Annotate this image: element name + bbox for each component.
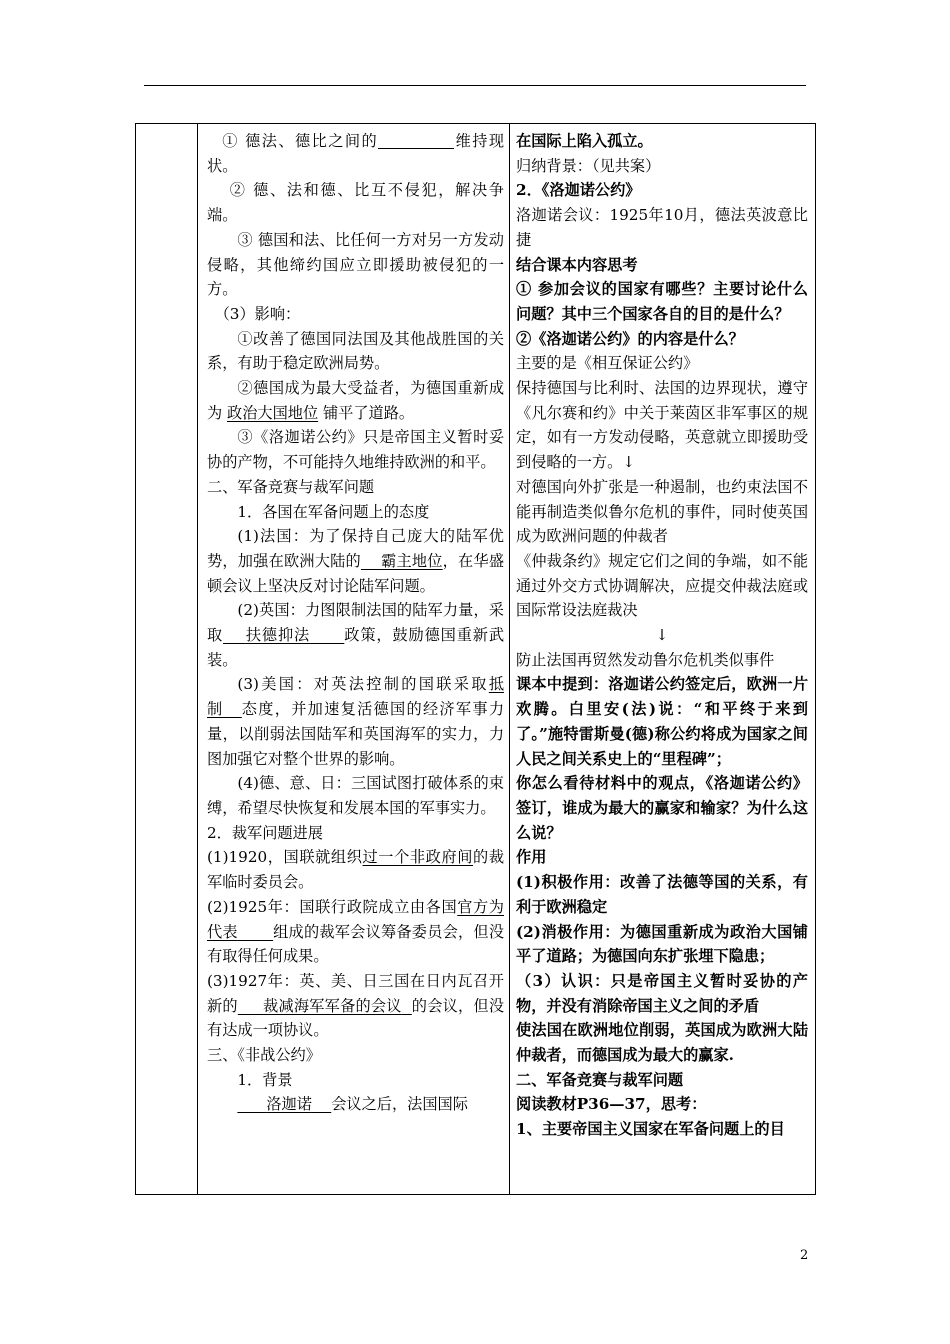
impact-item-3: ③《洛迦诺公约》只是帝国主义暂时妥协的产物，不可能持久地维持欧洲的和平。	[207, 428, 504, 472]
treaty-item-3: ③ 德国和法、比任何一方对另一方发动侵略，其他缔约国应立即援助被侵犯的一方。	[207, 230, 504, 299]
effect-summary: 使法国在欧洲地位削弱，英国成为欧洲大陆仲裁者，而德国成为最大的赢家.	[516, 1021, 808, 1065]
britain-item: (2)英国：力图限制法国的陆军力量，采取 扶德抑法 政策，鼓励德国重新武装。	[207, 601, 505, 669]
activity-heading-arms: 二、军备竞赛与裁军问题	[516, 1070, 684, 1089]
reading-task: 阅读教材P36—37，思考：	[516, 1095, 707, 1114]
progress-1920: (1)1920，国联就组织过一个非政府间的裁军临时委员会。	[207, 848, 505, 892]
impact-heading: （3）影响：	[214, 304, 301, 323]
treaty-item-1: ① 德法、德比之间的 维持现状。	[207, 132, 505, 175]
subheading-progress: 2．裁军问题进展	[207, 823, 323, 842]
axis-item: (4)德、意、日：三国试图打破体系的束缚，希望尽快恢复和发展本国的军事实力。	[207, 774, 504, 817]
down-arrow-icon: ↓	[655, 626, 669, 645]
activity-line-11: 《仲裁条约》规定它们之间的争端，如不能通过外交方式协调解决，应提交仲裁法庭或国际常设法庭裁决	[516, 551, 808, 620]
header-rule	[144, 85, 806, 86]
activity-line-9: 保持德国与比利时、法国的边界现状，遵守《凡尔赛和约》中关于莱茵区非军事区的规定，如有一方发动侵略，英意就立即援助受到侵略的一方。↓	[516, 379, 808, 472]
effects-heading: 作用	[516, 848, 547, 867]
question-2: ②《洛迦诺公约》的内容是什么？	[516, 329, 744, 348]
subheading-background: 1．背景	[237, 1070, 293, 1089]
notes-column	[207, 129, 504, 1117]
progress-1927: (3)1927年：英、美、日三国在日内瓦召开新的 裁减海军军备的会议 的会议，但没有达成一项协议。	[207, 971, 505, 1040]
progress-1925: (2)1925年：国联行政院成立由各国官方为代表 组成的裁军会议筹备委员会，但没有取得任何成果。	[207, 897, 505, 966]
france-item: (1)法国：为了保持自己庞大的陆军优势，加强在欧洲大陆的 霸主地位，在华盛顿会议上坚决反对讨论陆军问题。	[207, 527, 505, 595]
effect-negative: (2)消极作用：为德国重新成为政治大国铺平了道路；为德国向东扩张埋下隐患；	[516, 922, 808, 966]
activity-line-8: 主要的是《相互保证公约》	[516, 354, 699, 373]
subheading-attitudes: 1．各国在军备问题上的态度	[237, 502, 430, 521]
usa-item: (3)美国：对英法控制的国联采取抵制 态度，并加速复活德国的经济军事力量，以削弱法国陆军和英国海军的实力，力图加强它对整个世界的影响。	[207, 675, 505, 768]
question-arms-1: 1、主要帝国主义国家在军备问题上的目	[516, 1120, 785, 1139]
activity-prompt: 结合课本内容思考	[516, 255, 638, 274]
section-heading-2: 二、军备竞赛与裁军问题	[207, 477, 375, 496]
section-heading-3: 三、《非战公约》	[207, 1046, 321, 1065]
effect-understanding: （3）认识：只是帝国主义暂时妥协的产物，并没有消除帝国主义之间的矛盾	[516, 971, 808, 1015]
table-divider-2	[509, 124, 510, 1194]
activity-line-1: 在国际上陷入孤立。	[516, 132, 653, 150]
quote-paragraph: 课本中提到：洛迦诺公约签定后，欧洲一片欢腾。白里安(法)说：“和平终于来到了。”施特雷斯曼(德)称公约将成为国家之间人民之间关系史上的“里程碑”；	[516, 675, 808, 768]
fill-blank	[378, 130, 454, 149]
lesson-table	[135, 123, 816, 1195]
impact-item-2: ②德国成为最大受益者，为德国重新成为 政治大国地位 铺平了道路。	[207, 379, 504, 422]
activity-heading-locarno: 2．《洛迦诺公约》	[516, 181, 641, 200]
impact-item-1: ①改善了德国同法国及其他战胜国的关系，有助于稳定欧洲局势。	[207, 329, 504, 373]
activity-line-10: 对德国向外扩张是一种遏制，也约束法国不能再制造类似鲁尔危机的事件，同时使英国成为欧洲问题的仲裁者	[516, 477, 808, 546]
effect-positive: (1)积极作用：改善了法德等国的关系，有利于欧洲稳定	[516, 873, 808, 916]
treaty-item-2: ② 德、法和德、比互不侵犯，解决争端。	[207, 181, 504, 225]
activity-line-13: 防止法国再贸然发动鲁尔危机类似事件	[516, 650, 775, 669]
activity-line-2: 归纳背景：（见共案）	[516, 156, 661, 175]
page-number: 2	[800, 1248, 809, 1263]
question-3: 你怎么看待材料中的观点，《洛迦诺公约》签订，谁成为最大的赢家和输家？为什么这么说？	[516, 774, 808, 842]
table-divider-1	[197, 124, 198, 1194]
activity-line-4: 洛迦诺会议：1925年10月，德法英波意比捷	[516, 206, 808, 249]
activity-column	[516, 129, 808, 1142]
background-text: 洛迦诺 会议之后，法国国际	[266, 1095, 468, 1114]
question-1: ① 参加会议的国家有哪些？主要讨论什么问题？其中三个国家各自的目的是什么？	[516, 280, 808, 323]
